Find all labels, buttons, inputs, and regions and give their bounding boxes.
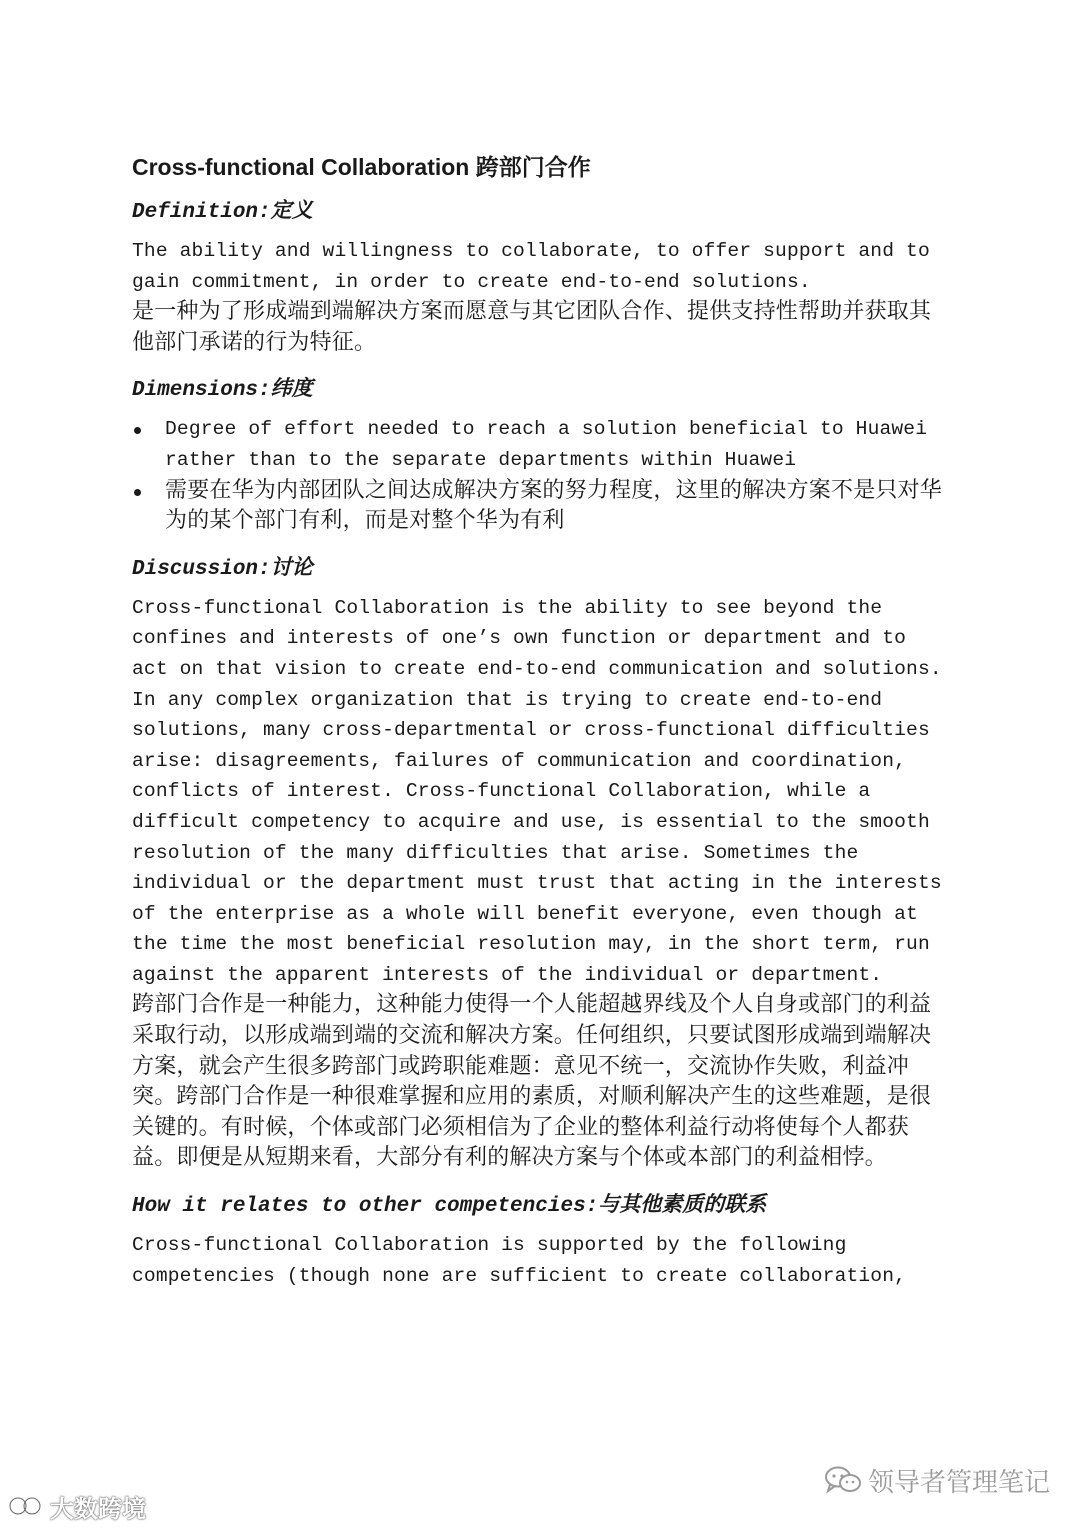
definition-heading: Definition:定义 bbox=[132, 201, 313, 224]
definition-text-en: The ability and willingness to collaborate, to offer support and to gain commitment, in order to create end-to-end solutions. bbox=[132, 240, 930, 293]
bullet-icon bbox=[134, 427, 141, 434]
dimensions-section bbox=[132, 376, 952, 536]
list-item bbox=[132, 414, 952, 475]
discussion-section bbox=[132, 555, 952, 1174]
wechat-account-name: 领导者管理笔记 bbox=[867, 1467, 1050, 1498]
dimension-item-en: Degree of effort needed to reach a solution beneficial to Huawei rather than to the separate departments within Huawei bbox=[165, 418, 928, 471]
discussion-text-zh: 跨部门合作是一种能力，这种能力使得一个人能超越界线及个人自身或部门的利益采取行动，以形成端到端的交流和解决方案。任何组织，只要试图形成端到端解决方案，就会产生很多跨部门或跨职能难题：意见不统一，交流协作失败，利益冲突。跨部门合作是一种很难掌握和应用的素质，对顺利解决产生的这些难题，是很关键的。有时候，个体或部门必须相信为了企业的整体利益行动将使每个人都获益。即便是从短期来看，大部分有利的解决方案与个体或本部门的利益相悖。 bbox=[132, 992, 932, 1171]
dimensions-list bbox=[132, 414, 952, 536]
wechat-watermark bbox=[824, 1460, 1050, 1500]
discussion-heading: Discussion:讨论 bbox=[132, 557, 313, 581]
dimension-item-zh: 需要在华为内部团队之间达成解决方案的努力程度，这里的解决方案不是只对华为的某个部门有利，而是对整个华为有利 bbox=[165, 477, 943, 534]
definition-text-zh: 是一种为了形成端到端解决方案而愿意与其它团队合作、提供支持性帮助并获取其他部门承诺的行为特征。 bbox=[132, 299, 932, 355]
document-page bbox=[132, 150, 952, 1291]
wechat-icon bbox=[824, 1465, 862, 1495]
dimensions-heading: Dimensions:纬度 bbox=[132, 379, 313, 403]
relations-section bbox=[132, 1192, 952, 1291]
list-item bbox=[132, 476, 952, 537]
corner-watermark bbox=[6, 1490, 146, 1522]
relations-heading: How it relates to other competencies:与其他素质的联系 bbox=[132, 1195, 767, 1219]
corner-watermark-text: 大数跨境 bbox=[50, 1494, 146, 1523]
discussion-text-en: Cross-functional Collaboration is the ability to see beyond the confines and interests of one’s own function or department and to act on that vision to create end-to-end communication and solutions. In any complex organization that is trying to create end-to-end solutions, many cross-departmental or cross-functional difficulties arise: disagreements, failures of communication and coordination, conflicts of interest. Cross-functional Collaboration, while a difficult competency to acquire and use, is essential to the smooth resolution of the many difficulties that arise. Sometimes the individual or the department must trust that acting in the interests of the enterprise as a whole will benefit everyone, even though at the time the most beneficial resolution may, in the short term, run against the apparent interests of the individual or department. bbox=[132, 596, 942, 986]
bullet-icon bbox=[134, 489, 141, 496]
relations-text-en: Cross-functional Collaboration is supported by the following competencies (though none are sufficient to create collaboration, bbox=[132, 1234, 907, 1287]
document-title: Cross-functional Collaboration 跨部门合作 bbox=[132, 154, 591, 180]
definition-section bbox=[132, 198, 952, 358]
link-logo-icon bbox=[6, 1494, 46, 1518]
